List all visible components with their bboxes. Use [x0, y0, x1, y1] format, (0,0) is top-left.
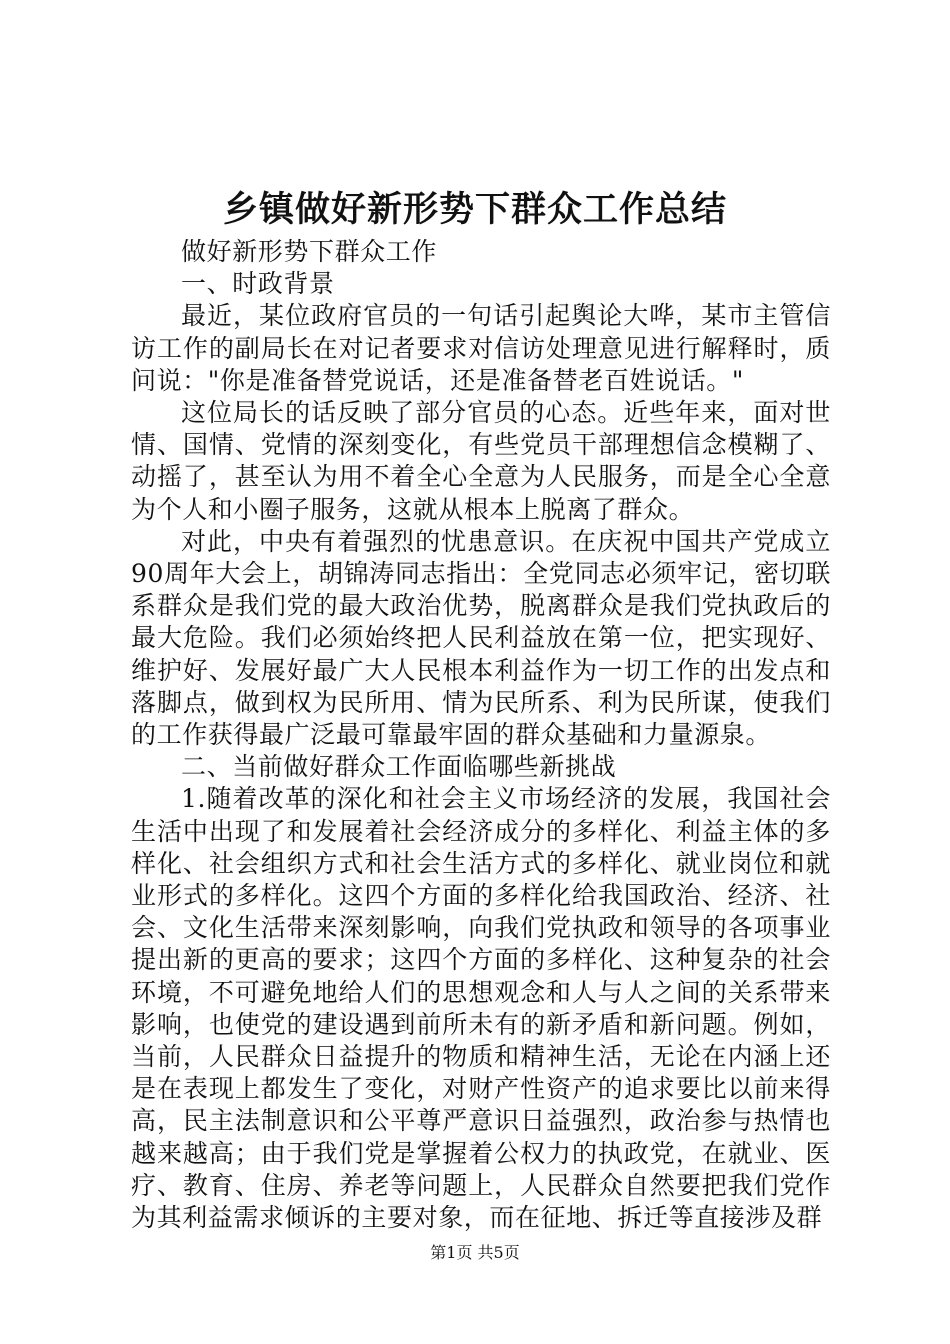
paragraph: 1.随着改革的深化和社会主义市场经济的发展，我国社会生活中出现了和发展着社会经济成分的多样化、利益主体的多样化、社会组织方式和社会生活方式的多样化、就业岗位和就业形式的多样化。这四个方面的多样化给我国政治、经济、社会、文化生活带来深刻影响，向我们党执政和领导的各项事业提出新的更高的要求；这四个方面的多样化、这种复杂的社会环境，不可避免地给人们的思想观念和人与人之间的关系带来影响，也使党的建设遇到前所未有的新矛盾和新问题。例如，当前，人民群众日益提升的物质和精神生活，无论在内涵上还是在表现上都发生了变化，对财产性资产的追求要比以前来得高，民主法制意识和公平尊严意识日益强烈，政治参与热情也越来越高；由于我们党是掌握着公权力的执政党，在就业、医疗、教育、住房、养老等问题上，人民群众自然要把我们党作为其利益需求倾诉的主要对象，而在征地、拆迁等直接涉及群	[131, 784, 831, 1233]
paragraph: 对此，中央有着强烈的忧患意识。在庆祝中国共产党成立90周年大会上，胡锦涛同志指出：全党同志必须牢记，密切联系群众是我们党的最大政治优势，脱离群众是我们党执政后的最大危险。我们必须始终把人民利益放在第一位，把实现好、维护好、发展好最广大人民根本利益作为一切工作的出发点和落脚点，做到权为民所用、情为民所系、利为民所谋，使我们的工作获得最广泛最可靠最牢固的群众基础和力量源泉。	[131, 526, 831, 750]
paragraph-subtitle: 做好新形势下群众工作	[181, 237, 438, 266]
paragraph: 最近，某位政府官员的一句话引起舆论大哗，某市主管信访工作的副局长在对记者要求对信访处理意见进行解释时，质问说："你是准备替党说话，还是准备替老百姓说话。"	[131, 301, 831, 395]
document-body	[131, 236, 831, 1234]
paragraph-heading-background: 一、时政背景	[181, 269, 335, 299]
paragraph-heading-challenges: 二、当前做好群众工作面临哪些新挑战	[181, 752, 617, 782]
paragraph: 这位局长的话反映了部分官员的心态。近些年来，面对世情、国情、党情的深刻变化，有些党员干部理想信念模糊了、动摇了，甚至认为用不着全心全意为人民服务，而是全心全意为个人和小圈子服务，这就从根本上脱离了群众。	[131, 398, 831, 524]
document-title: 乡镇做好新形势下群众工作总结	[222, 189, 727, 230]
page-number-footer: 第1页 共5页	[430, 1243, 520, 1262]
